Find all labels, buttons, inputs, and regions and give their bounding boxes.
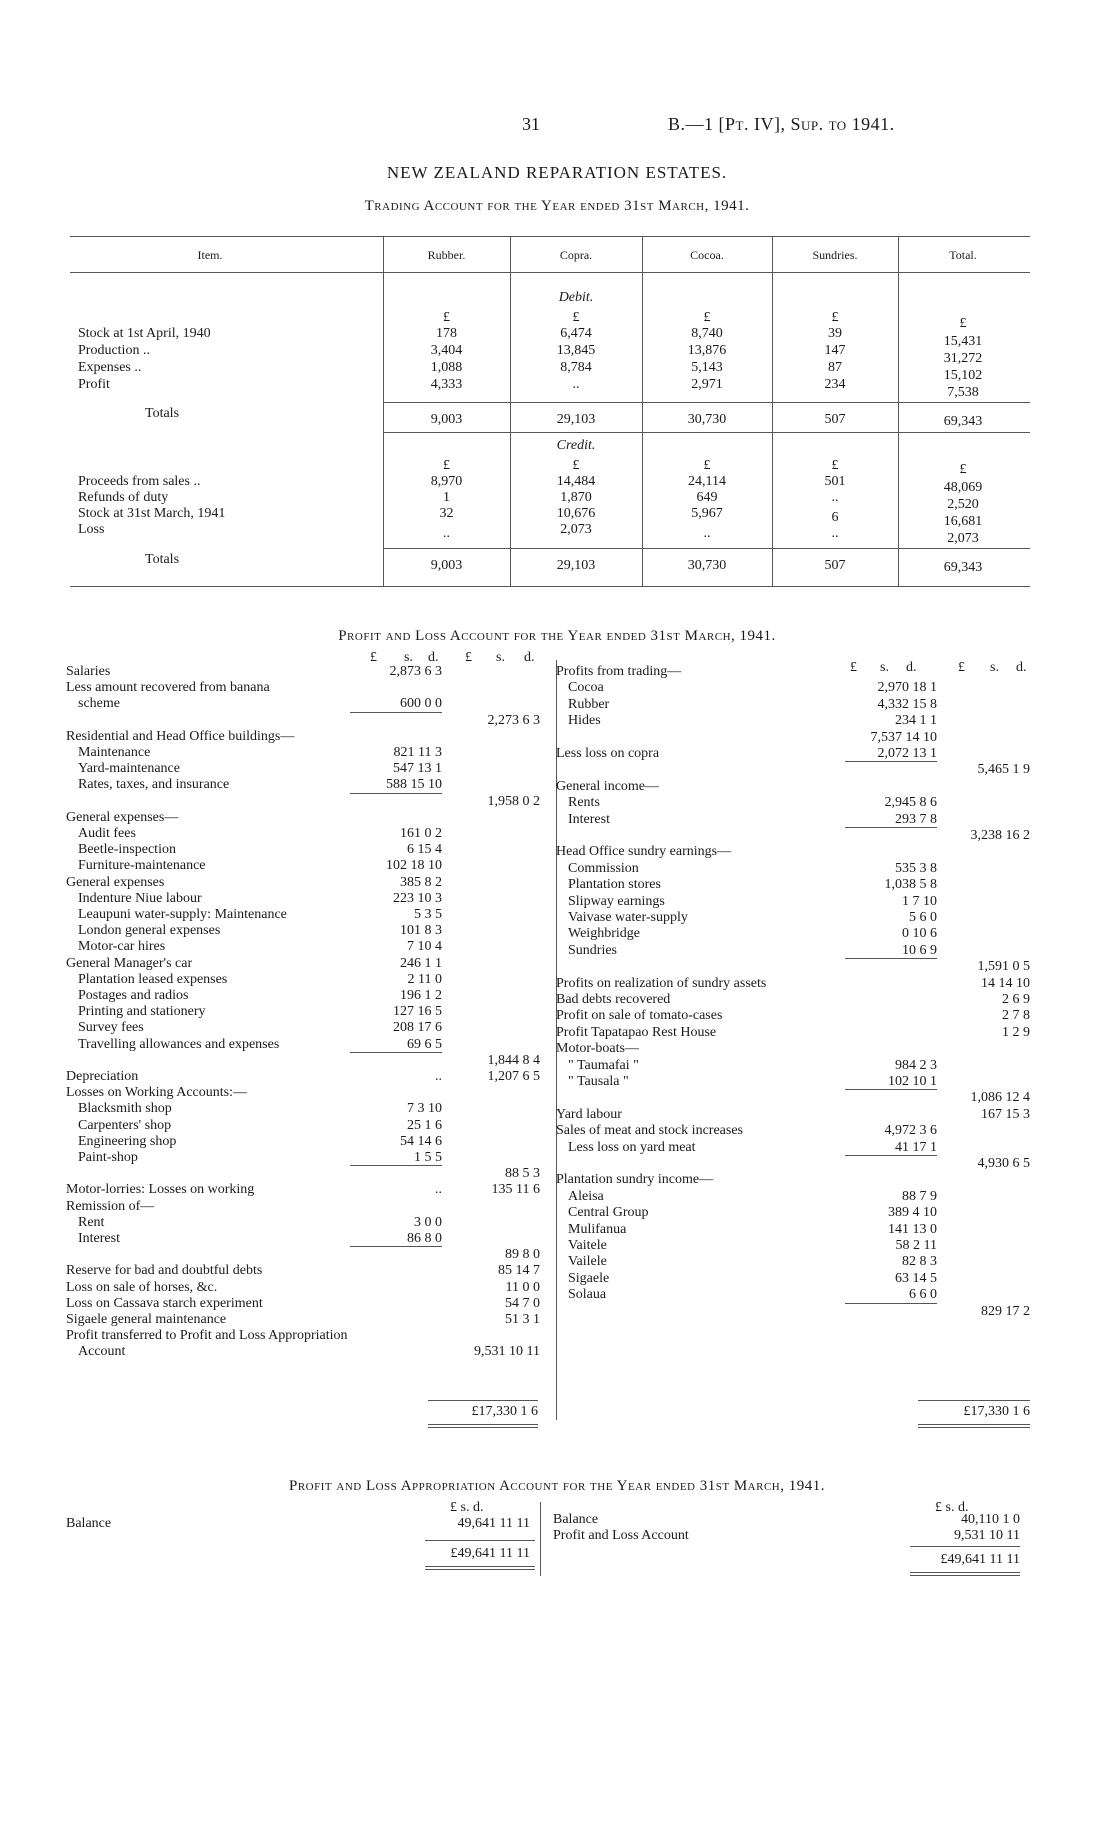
pl-line-label: Interest [78, 1231, 120, 1246]
pound-sign: £ [703, 458, 711, 473]
pl-line-amount: 547 13 1 [393, 761, 442, 777]
pl-line-amount: 389 4 10 [888, 1205, 937, 1221]
pl-line-label: Cocoa [568, 680, 604, 696]
pl-line-subtotal: 14 14 10 [981, 975, 1030, 991]
col-sundries: Sundries. [812, 248, 858, 262]
pl-line-subtotal: 1 2 9 [1002, 1024, 1030, 1040]
pl-line-label: Leaupuni water-supply: Maintenance [78, 907, 287, 922]
pl-line-subtotal: 9,531 10 11 [474, 1344, 540, 1360]
pl-line-amount: 821 11 3 [393, 745, 442, 760]
pl-line-amount: 2,945 8 6 [884, 795, 937, 811]
pl-line-label: Sales of meat and stock increases [556, 1123, 743, 1139]
appropriation-subtitle: Profit and Loss Appropriation Account for the Year ended 31st March, 1941. [289, 1478, 825, 1494]
pl-left-head-s: s. [404, 650, 413, 665]
pl-line-label: Mulifanua [568, 1221, 627, 1237]
appropriation-left-head: £ s. d. [450, 1500, 484, 1515]
pl-line-amount: 223 10 3 [393, 890, 442, 906]
pl-line-label: Vailele [568, 1254, 607, 1270]
pound-sign: £ [443, 310, 450, 325]
pl-line-label: Motor-boats— [556, 1041, 639, 1057]
pound-sign: £ [572, 310, 580, 325]
pl-line-amount: 7 3 10 [407, 1101, 442, 1117]
pl-line-label: scheme [78, 696, 120, 712]
pl-line-amount: 6 15 4 [407, 842, 442, 858]
pl-line-label: Indenture Niue labour [78, 890, 202, 906]
pl-line-amount: 293 7 8 [895, 811, 937, 827]
pl-line-amount: 58 2 11 [895, 1238, 937, 1253]
appropriation-left-total: £49,641 11 11 [450, 1546, 530, 1561]
pl-line-label: Plantation stores [568, 877, 661, 893]
pl-line-label: Sigaele general maintenance [66, 1312, 227, 1327]
pl-line-amount: 196 1 2 [400, 988, 442, 1003]
pl-line-label: Salaries [66, 664, 111, 679]
pl-line-label: London general expenses [78, 923, 221, 939]
pl-line-amount: 10 6 9 [902, 942, 937, 958]
pl-line-amount: 984 2 3 [895, 1057, 937, 1073]
pl-line-label: Plantation leased expenses [78, 971, 228, 987]
col-cocoa: Cocoa. [690, 248, 724, 262]
pl-line-amount: 600 0 0 [400, 696, 442, 712]
pl-line-label: Hides [568, 713, 601, 729]
pl-line-subtotal: 167 15 3 [981, 1106, 1030, 1122]
pl-line-label: Bad debts recovered [556, 992, 671, 1007]
col-copra: Copra. [559, 248, 593, 262]
pl-line-label: Profits on realization of sundry assets [556, 975, 767, 991]
pl-line-amount: 1 5 5 [414, 1150, 442, 1165]
trading-subtitle: Trading Account for the Year ended 31st March, 1941. [364, 198, 750, 214]
page-number: 31 [522, 114, 540, 134]
pl-line-subtotal: 4,930 6 5 [977, 1156, 1030, 1171]
pl-line-label: Blacksmith shop [78, 1101, 172, 1117]
pl-line-label: General expenses [66, 874, 165, 890]
pl-line-label: Audit fees [78, 826, 136, 841]
pl-left-head-d-b: d. [524, 650, 535, 665]
pl-line-label: Less loss on yard meat [568, 1139, 696, 1155]
pl-line-amount: 4,332 15 8 [877, 696, 937, 712]
pl-line-amount: 88 7 9 [902, 1188, 937, 1204]
pl-line-label: Reserve for bad and doubtful debts [66, 1263, 263, 1279]
pl-line-amount: 2 11 0 [407, 971, 442, 987]
pl-line-amount: 588 15 10 [386, 777, 442, 793]
pl-line-label: Profit Tapatapao Rest House [556, 1024, 717, 1040]
pl-line-amount: 69 6 5 [407, 1036, 442, 1052]
pl-line-amount: 141 13 0 [888, 1221, 937, 1237]
pl-line-amount: 25 1 6 [407, 1117, 442, 1133]
pl-line-amount: 385 8 2 [400, 874, 442, 890]
pl-line-subtotal: 54 7 0 [505, 1295, 540, 1311]
pl-right-head-s-b: s. [990, 660, 999, 675]
pl-line-label: Yard labour [556, 1106, 622, 1122]
pl-left-head-d: d. [428, 650, 439, 665]
col-item: Item. [197, 248, 223, 262]
pound-sign: £ [443, 458, 450, 473]
pl-line-amount: 7 10 4 [407, 939, 442, 955]
col-total: Total. [949, 248, 977, 262]
pl-line-label: " Taumafai " [568, 1057, 639, 1073]
pl-line-label: Less amount recovered from banana [66, 680, 270, 696]
pound-sign: £ [831, 310, 839, 325]
pl-line-amount: 127 16 5 [393, 1004, 442, 1020]
pl-line-label: Rates, taxes, and insurance [78, 777, 230, 793]
appropriation-right-total: £49,641 11 11 [940, 1552, 1020, 1567]
pl-line-subtotal: 2 7 8 [1002, 1008, 1030, 1024]
pl-line-amount: 102 10 1 [888, 1074, 937, 1089]
pl-line-amount: 86 8 0 [407, 1231, 442, 1246]
pl-line-label: General Manager's car [66, 955, 193, 971]
pl-line-label: " Tausala " [568, 1074, 629, 1089]
credit-label: Credit. [556, 438, 596, 453]
pl-right-head-pound: £ [850, 660, 857, 675]
pl-line-label: Motor-lorries: Losses on working [66, 1182, 255, 1198]
pl-line-amount: .. [435, 1182, 442, 1198]
pl-line-subtotal: 1,086 12 4 [970, 1090, 1030, 1106]
pl-line-amount: 1 7 10 [902, 893, 937, 909]
pl-line-label: Profit on sale of tomato-cases [556, 1008, 723, 1024]
pl-line-label: Motor-car hires [78, 939, 166, 955]
pl-line-label: Rubber [568, 696, 610, 712]
pl-line-label: Plantation sundry income— [556, 1172, 714, 1188]
pl-line-label: Weighbridge [568, 926, 640, 942]
pl-line-label: Losses on Working Accounts:— [66, 1085, 247, 1101]
pl-line-subtotal: 51 3 1 [505, 1312, 540, 1327]
pl-line-amount: 5 3 5 [414, 907, 442, 922]
pl-line-amount: 82 8 3 [902, 1254, 937, 1270]
pl-line-subtotal: 1,207 6 5 [487, 1069, 540, 1084]
pl-line-label: Slipway earnings [568, 893, 665, 909]
pl-line-label: Rent [78, 1214, 105, 1230]
document-reference: B.—1 [Pt. IV], Sup. to 1941. [668, 114, 895, 134]
pl-line-amount: 2,970 18 1 [877, 680, 937, 696]
pl-line-amount: 3 0 0 [414, 1214, 442, 1230]
pl-line-label: Vaivase water-supply [568, 910, 688, 925]
pl-left-head-pound: £ [370, 650, 377, 665]
pl-line-subtotal: 5,465 1 9 [977, 762, 1030, 778]
pl-line-label: Rents [568, 795, 600, 811]
pound-sign: £ [831, 458, 839, 473]
pl-line-amount: 54 14 6 [400, 1133, 442, 1149]
pl-line-label: Commission [568, 860, 639, 876]
pl-line-subtotal: 11 0 0 [505, 1279, 540, 1295]
pl-line-amount: .. [435, 1069, 442, 1084]
pl-right-head-s: s. [880, 660, 889, 675]
pl-line-subtotal: 85 14 7 [498, 1263, 540, 1279]
pound-sign: £ [572, 458, 580, 473]
pl-right-head-pound-b: £ [958, 660, 965, 675]
pl-line-label: Profits from trading— [556, 664, 682, 679]
pl-right-head-d: d. [906, 660, 917, 675]
pl-left-head-s-b: s. [496, 650, 505, 665]
pl-line-amount: 1,038 5 8 [884, 877, 937, 893]
pl-line-amount: 63 14 5 [895, 1270, 937, 1286]
pl-line-label: Head Office sundry earnings— [556, 844, 732, 860]
pl-line-subtotal: 135 11 6 [491, 1182, 540, 1198]
pl-line-amount: 7,537 14 10 [870, 729, 937, 745]
pl-line-amount: 208 17 6 [393, 1020, 442, 1036]
pl-line-amount: 2,072 13 1 [877, 746, 937, 761]
pl-line-subtotal: 2 6 9 [1002, 992, 1030, 1007]
pl-line-label: Interest [568, 811, 610, 827]
pl-line-label: Beetle-inspection [78, 842, 176, 858]
pl-line-label: Residential and Head Office buildings— [66, 728, 295, 744]
pl-left-total: £17,330 1 6 [471, 1404, 538, 1419]
pl-line-subtotal: 1,958 0 2 [487, 793, 540, 809]
pl-line-label: Sigaele [568, 1270, 610, 1286]
pl-line-amount: 6 6 0 [909, 1287, 937, 1303]
pl-line-subtotal: 88 5 3 [505, 1166, 540, 1182]
pl-line-label: Account [78, 1344, 126, 1360]
pl-line-label: Aleisa [568, 1188, 604, 1204]
pl-line-amount: 41 17 1 [895, 1139, 937, 1155]
pl-line-amount: 0 10 6 [902, 926, 937, 942]
pl-line-label: Remission of— [66, 1198, 155, 1214]
pl-line-label: Depreciation [66, 1069, 139, 1084]
pl-line-label: Postages and radios [78, 988, 189, 1003]
pl-line-label: Yard-maintenance [78, 761, 180, 777]
pl-right-head-d-b: d. [1016, 660, 1027, 675]
pl-line-label: Paint-shop [78, 1150, 138, 1165]
pl-line-amount: 4,972 3 6 [884, 1123, 937, 1139]
pl-line-label: General expenses— [66, 809, 179, 825]
pl-line-label: Printing and stationery [78, 1004, 206, 1020]
pl-left-head-pound-b: £ [465, 650, 472, 665]
pl-line-amount: 5 6 0 [909, 910, 937, 925]
pl-line-subtotal: 89 8 0 [505, 1247, 540, 1263]
pl-line-amount: 161 0 2 [400, 826, 442, 841]
pl-line-label: Sundries [568, 942, 617, 958]
pl-line-label: Carpenters' shop [78, 1117, 172, 1133]
pl-line-label: Survey fees [78, 1020, 144, 1036]
pl-subtitle: Profit and Loss Account for the Year ended 31st March, 1941. [338, 628, 776, 644]
pl-line-label: Engineering shop [78, 1133, 177, 1149]
pl-line-label: Solaua [568, 1287, 607, 1303]
pound-sign: £ [959, 462, 967, 477]
pl-line-amount: 102 18 10 [386, 858, 442, 874]
pound-sign: £ [703, 310, 711, 325]
pl-line-label: Maintenance [78, 745, 151, 760]
pl-line-label: Vaitele [568, 1238, 607, 1253]
pl-line-subtotal: 1,844 8 4 [487, 1052, 540, 1068]
pl-right-total: £17,330 1 6 [963, 1404, 1030, 1419]
page-title: NEW ZEALAND REPARATION ESTATES. [386, 163, 728, 182]
pl-line-label: Loss on sale of horses, &c. [66, 1279, 218, 1295]
pl-line-subtotal: 2,273 6 3 [487, 712, 540, 728]
pl-line-label: Profit transferred to Profit and Loss Appropriation [66, 1328, 348, 1344]
pl-line-label: Loss on Cassava starch experiment [66, 1295, 263, 1311]
pl-line-amount: 535 3 8 [895, 860, 937, 876]
pl-line-label: Travelling allowances and expenses [78, 1036, 280, 1052]
pl-line-amount: 234 1 1 [895, 713, 937, 729]
debit-label: Debit. [558, 290, 594, 305]
pl-line-label: General income— [556, 778, 660, 794]
pl-line-label: Furniture-maintenance [78, 858, 206, 874]
pound-sign: £ [959, 316, 967, 331]
pl-line-amount: 246 1 1 [400, 955, 442, 971]
pl-line-label: Central Group [568, 1205, 649, 1221]
pl-line-amount: 101 8 3 [400, 923, 442, 939]
pl-line-subtotal: 829 17 2 [981, 1303, 1030, 1319]
pl-line-subtotal: 1,591 0 5 [977, 959, 1030, 975]
pl-line-label: Less loss on copra [556, 746, 660, 761]
pl-line-subtotal: 3,238 16 2 [970, 828, 1030, 843]
col-rubber: Rubber. [427, 248, 466, 262]
pl-line-amount: 2,873 6 3 [389, 664, 442, 679]
appropriation-right-head: £ s. d. [935, 1500, 969, 1515]
